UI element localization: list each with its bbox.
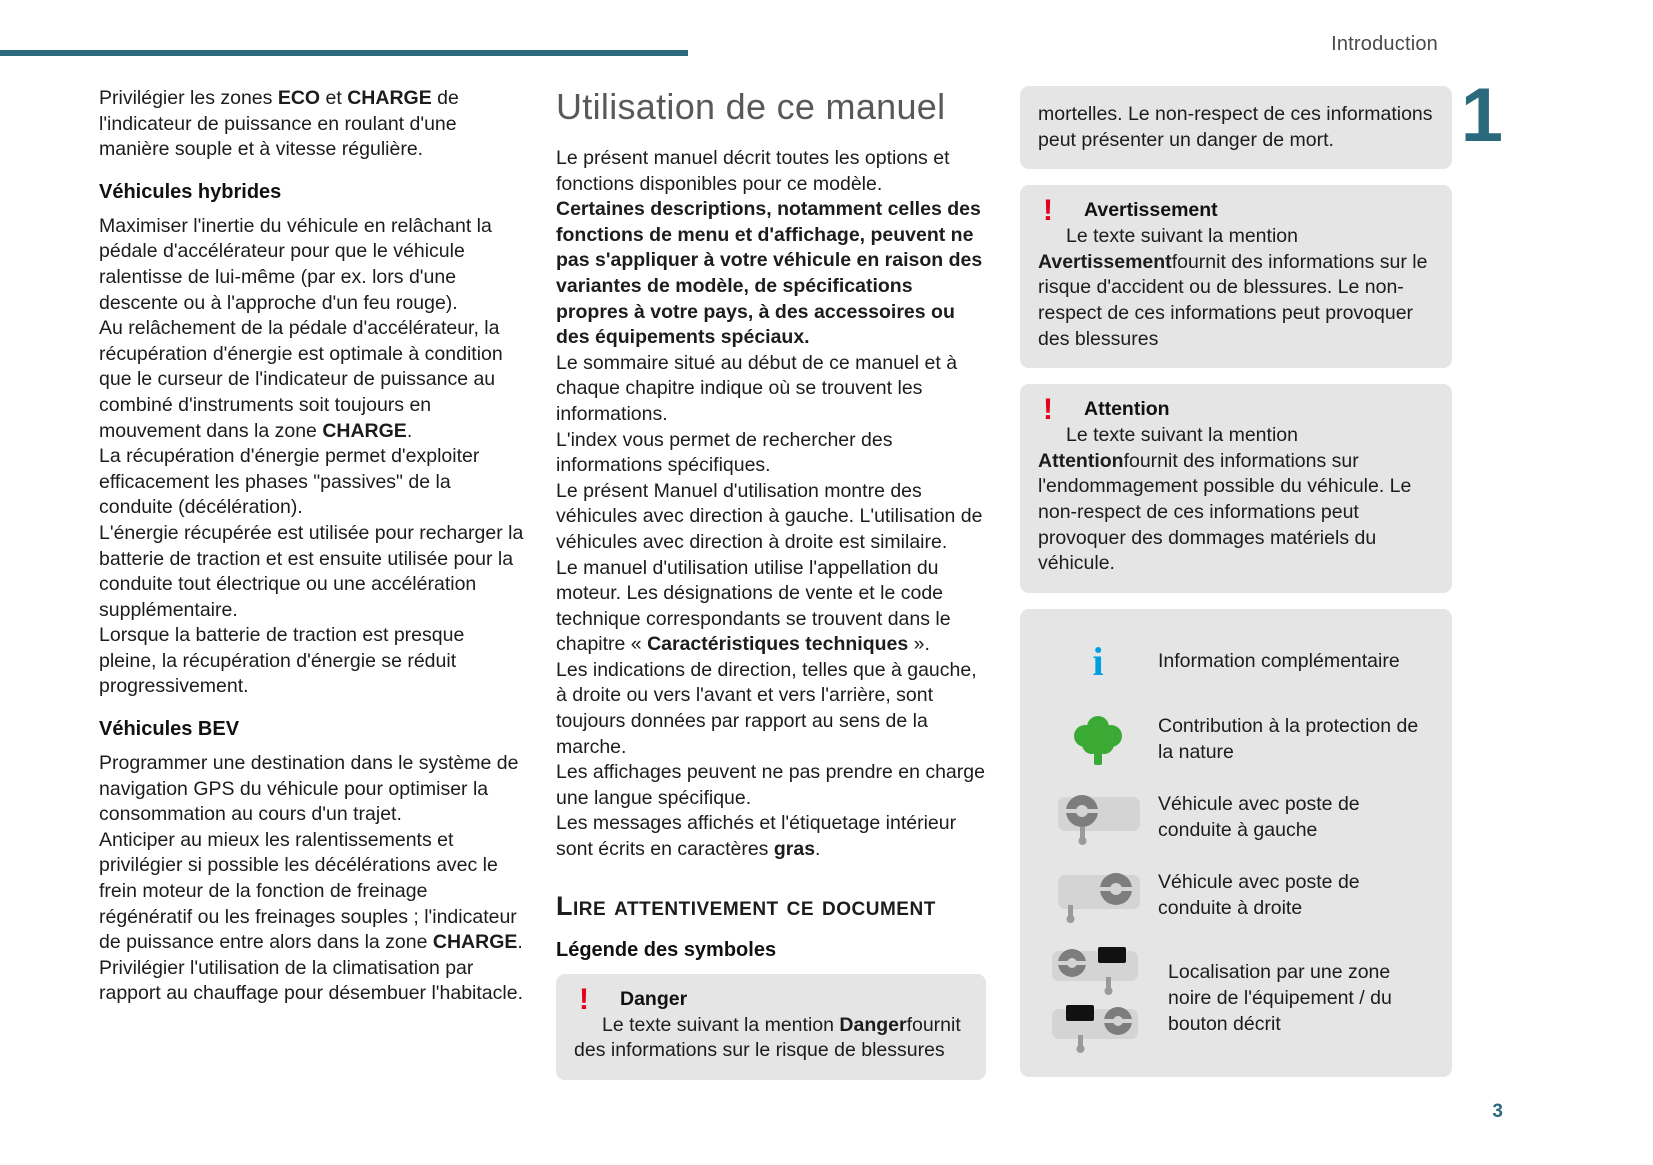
legend-item-label: Localisation par une zone noire de l'équipement / du bouton décrit [1168, 961, 1392, 1035]
page-header-title: Introduction [1331, 33, 1438, 55]
danger-body-pre: Le texte suivant la mention [602, 1013, 840, 1036]
manual-p9-pre: Les messages affichés et l'étiquetage intérieur sont écrits en caractères [556, 812, 957, 861]
heading-lire-attentivement: Lire attentivement ce document [556, 890, 936, 921]
hybrid-paragraph-1: Maximiser l'inertie du véhicule en relâchant la pédale d'accélérateur pour que le véhicule ralentisse de lui-même (par ex. lors d'une descente ou à l'approche d'un feu rouge). [99, 214, 492, 314]
info-icon: i [1092, 638, 1104, 684]
legend-item-rhd [1038, 865, 1434, 927]
manual-p6-post: ». [908, 633, 930, 656]
manual-p9-post: . [815, 838, 821, 861]
bev-p2-pre: Anticiper au mieux les ralentissements et privilégier si possible les décélérations avec le frein moteur de la fonction de freinage régénératif ou les freinages souples ; l'indicateur de puissance entre alors dans la zone [99, 828, 517, 954]
legend-item-lhd [1038, 787, 1434, 849]
black-zone-location-icon [1038, 943, 1168, 1055]
legend-item-information [1038, 631, 1434, 693]
legend-item-nature [1038, 709, 1434, 771]
avertissement-note-box [1020, 185, 1452, 368]
attention-note-title: Attention [1084, 398, 1170, 421]
attention-note-body [1038, 423, 1434, 577]
attention-note-box [1020, 384, 1452, 593]
manual-paragraph-2-bold: Certaines descriptions, notamment celles des fonctions de menu et d'affichage, peuvent ne pas s'appliquer à votre véhicule en raison des variantes de modèle, de spécifications propres à votre pays, à des accessoires ou des équipements spéciaux. [556, 198, 983, 349]
column-two [556, 86, 986, 1096]
danger-continuation-text: mortelles. Le non-respect de ces informations peut présenter un danger de mort. [1038, 103, 1433, 151]
eco-charge-post: de l'indicateur de puissance en roulant d'une manière souple et à vitesse régulière. [99, 87, 459, 161]
hybrid-p2-charge: CHARGE [322, 419, 407, 442]
danger-body-bold: Danger [839, 1013, 907, 1036]
manual-paragraph-7: Les indications de direction, telles que à gauche, à droite ou vers l'avant et vers l'arrière, sont toujours données par rapport au sens de la marche. [556, 658, 977, 758]
exclamation-icon: ! [1043, 393, 1053, 427]
manual-paragraph-4: L'index vous permet de rechercher des informations spécifiques. [556, 428, 893, 477]
bev-p2-post: . [517, 931, 523, 954]
danger-note-box [556, 974, 986, 1080]
avertissement-body-pre: Le texte suivant la mention [1066, 225, 1298, 248]
bev-paragraph-2 [99, 828, 524, 956]
column-three [1020, 86, 1452, 1077]
tree-icon [1038, 713, 1158, 767]
manual-paragraph-8: Les affichages peuvent ne pas prendre en charge une langue spécifique. [556, 761, 985, 809]
heading-legende-symboles: Légende des symboles [556, 938, 777, 961]
manual-paragraph-1: Le présent manuel décrit toutes les options et fonctions disponibles pour ce modèle. [556, 147, 950, 195]
eco-charge-mid: et [320, 87, 348, 109]
page-number: 3 [1492, 1101, 1503, 1122]
column-one [99, 86, 524, 1007]
manual-p6-pre: Le manuel d'utilisation utilise l'appellation du moteur. Les désignations de vente et le code technique correspondants se trouvent dans le chapitre « [556, 556, 951, 656]
eco-charge-paragraph [99, 86, 524, 163]
charge-label: CHARGE [347, 87, 432, 109]
danger-body-post: fournit des informations sur le risque de blessures [574, 1013, 961, 1062]
manual-p9-bold: gras [773, 838, 816, 861]
danger-note-body [574, 1013, 968, 1064]
chapter-number: 1 [1460, 73, 1503, 158]
manual-paragraph-3: Le sommaire situé au début de ce manuel et à chaque chapitre indique où se trouvent les informations. [556, 351, 958, 425]
manual-paragraph-5: Le présent Manuel d'utilisation montre des véhicules avec direction à gauche. L'utilisation de véhicules avec direction à droite est similaire. [556, 479, 983, 553]
eco-charge-pre: Privilégier les zones [99, 87, 278, 109]
avertissement-note-body [1038, 224, 1434, 352]
bev-paragraph-1: Programmer une destination dans le système de navigation GPS du véhicule pour optimiser la consommation au cours d'un trajet. [99, 752, 519, 826]
heading-vehicules-bev: Véhicules BEV [99, 718, 240, 741]
avertissement-body-bold: Avertissement [1038, 250, 1172, 273]
avertissement-note-title: Avertissement [1084, 199, 1218, 222]
hybrid-p2-pre: Au relâchement de la pédale d'accélérateur, la récupération d'énergie est optimale à condition que le curseur de l'indicateur de puissance au combiné d'instruments soit toujours en mouvement dans la zone [99, 317, 503, 442]
attention-body-post: fournit des informations sur l'endommagement possible du véhicule. Le non-respect de ces informations peut provoquer des dommages matériels du véhicule. [1038, 449, 1412, 575]
manual-paragraph-9 [556, 811, 986, 862]
heading-vehicules-hybrides: Véhicules hybrides [99, 180, 282, 203]
hybrid-paragraph-3: La récupération d'énergie permet d'exploiter efficacement les phases "passives" de la conduite (décélération). [99, 445, 480, 519]
danger-note-continuation [1020, 86, 1452, 169]
exclamation-icon: ! [1043, 194, 1053, 228]
steering-wheel-left-icon [1038, 789, 1158, 847]
attention-body-bold: Attention [1038, 449, 1124, 472]
exclamation-icon: ! [579, 982, 589, 1016]
bev-paragraph-3: Privilégier l'utilisation de la climatisation par rapport au chauffage pour désembuer l'habitacle. [99, 956, 523, 1005]
hybrid-p2-post: . [406, 419, 413, 442]
hybrid-paragraph-2 [99, 316, 524, 444]
legend-item-black-zone [1038, 943, 1434, 1055]
legend-item-label: Véhicule avec poste de conduite à droite [1158, 871, 1360, 919]
section-title-utilisation: Utilisation de ce manuel [556, 86, 946, 127]
legend-item-label: Contribution à la protection de la nature [1158, 715, 1419, 763]
steering-wheel-right-icon [1038, 867, 1158, 925]
manual-p6-bold: Caractéristiques techniques [647, 633, 909, 656]
manual-paragraph-6 [556, 556, 986, 658]
legend-item-label: Information complémentaire [1158, 649, 1400, 672]
symbol-legend-box [1020, 609, 1452, 1077]
header-rule [0, 50, 688, 56]
hybrid-paragraph-4: L'énergie récupérée est utilisée pour recharger la batterie de traction et est ensuite utilisée pour la conduite tout électrique ou une accélération supplémentaire. [99, 521, 524, 621]
attention-body-pre: Le texte suivant la mention [1066, 424, 1298, 447]
legend-item-label: Véhicule avec poste de conduite à gauche [1158, 793, 1360, 841]
hybrid-paragraph-5: Lorsque la batterie de traction est presque pleine, la récupération d'énergie se réduit progressivement. [99, 624, 465, 698]
bev-p2-charge: CHARGE [432, 931, 518, 954]
avertissement-body-post: fournit des informations sur le risque d'accident ou de blessures. Le non-respect de ces informations peut provoquer des blessures [1038, 250, 1428, 350]
danger-note-title: Danger [620, 987, 688, 1010]
eco-label: ECO [277, 87, 321, 109]
